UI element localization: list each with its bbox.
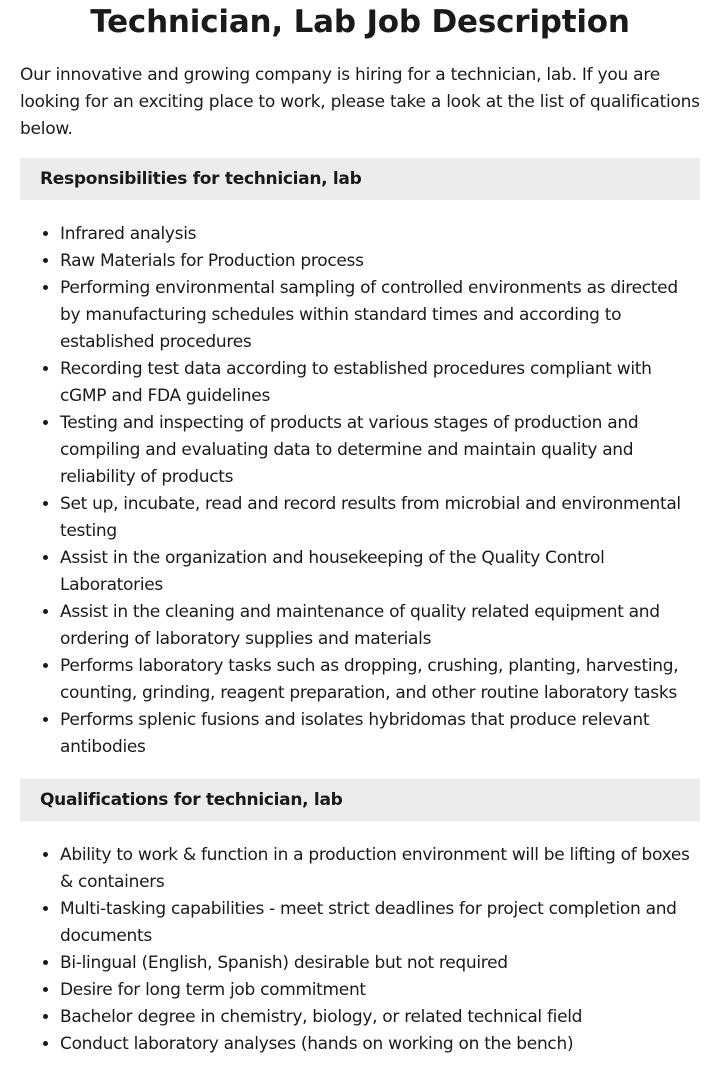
list-item: • Recording test data according to established procedures compliant with cGMP and FDA guidelines: [60, 356, 700, 410]
list-item: • Set up, incubate, read and record results from microbial and environmental testing: [60, 491, 700, 545]
list-item: • Bi-lingual (English, Spanish) desirable but not required: [60, 950, 700, 977]
qualifications-list: [20, 842, 700, 1058]
list-item: • Assist in the organization and housekeeping of the Quality Control Laboratories: [60, 545, 700, 599]
list-item: • Raw Materials for Production process: [60, 248, 700, 275]
list-item: • Bachelor degree in chemistry, biology, or related technical field: [60, 1004, 700, 1031]
intro-paragraph: Our innovative and growing company is hiring for a technician, lab. If you are looking for an exciting place to work, please take a look at the list of qualifications below.: [20, 65, 700, 139]
list-item: • Performs splenic fusions and isolates hybridomas that produce relevant antibodies: [60, 707, 700, 761]
responsibilities-heading: Responsibilities for technician, lab: [20, 158, 700, 200]
page-title: Technician, Lab Job Description: [90, 4, 630, 40]
list-item: • Performs laboratory tasks such as dropping, crushing, planting, harvesting, counting, grinding, reagent preparation, and other routine laboratory tasks: [60, 653, 700, 707]
list-item: • Infrared analysis: [60, 221, 700, 248]
qualifications-heading: Qualifications for technician, lab: [20, 779, 700, 821]
list-item: • Desire for long term job commitment: [60, 977, 700, 1004]
list-item: • Conduct laboratory analyses (hands on working on the bench): [60, 1031, 700, 1058]
list-item: • Performing environmental sampling of controlled environments as directed by manufacturing schedules within standard times and according to established procedures: [60, 275, 700, 356]
list-item: • Testing and inspecting of products at various stages of production and compiling and evaluating data to determine and maintain quality and reliability of products: [60, 410, 700, 491]
list-item: • Multi-tasking capabilities - meet strict deadlines for project completion and documents: [60, 896, 700, 950]
responsibilities-list: [20, 221, 700, 761]
list-item: • Ability to work & function in a production environment will be lifting of boxes & containers: [60, 842, 700, 896]
list-item: • Assist in the cleaning and maintenance of quality related equipment and ordering of laboratory supplies and materials: [60, 599, 700, 653]
